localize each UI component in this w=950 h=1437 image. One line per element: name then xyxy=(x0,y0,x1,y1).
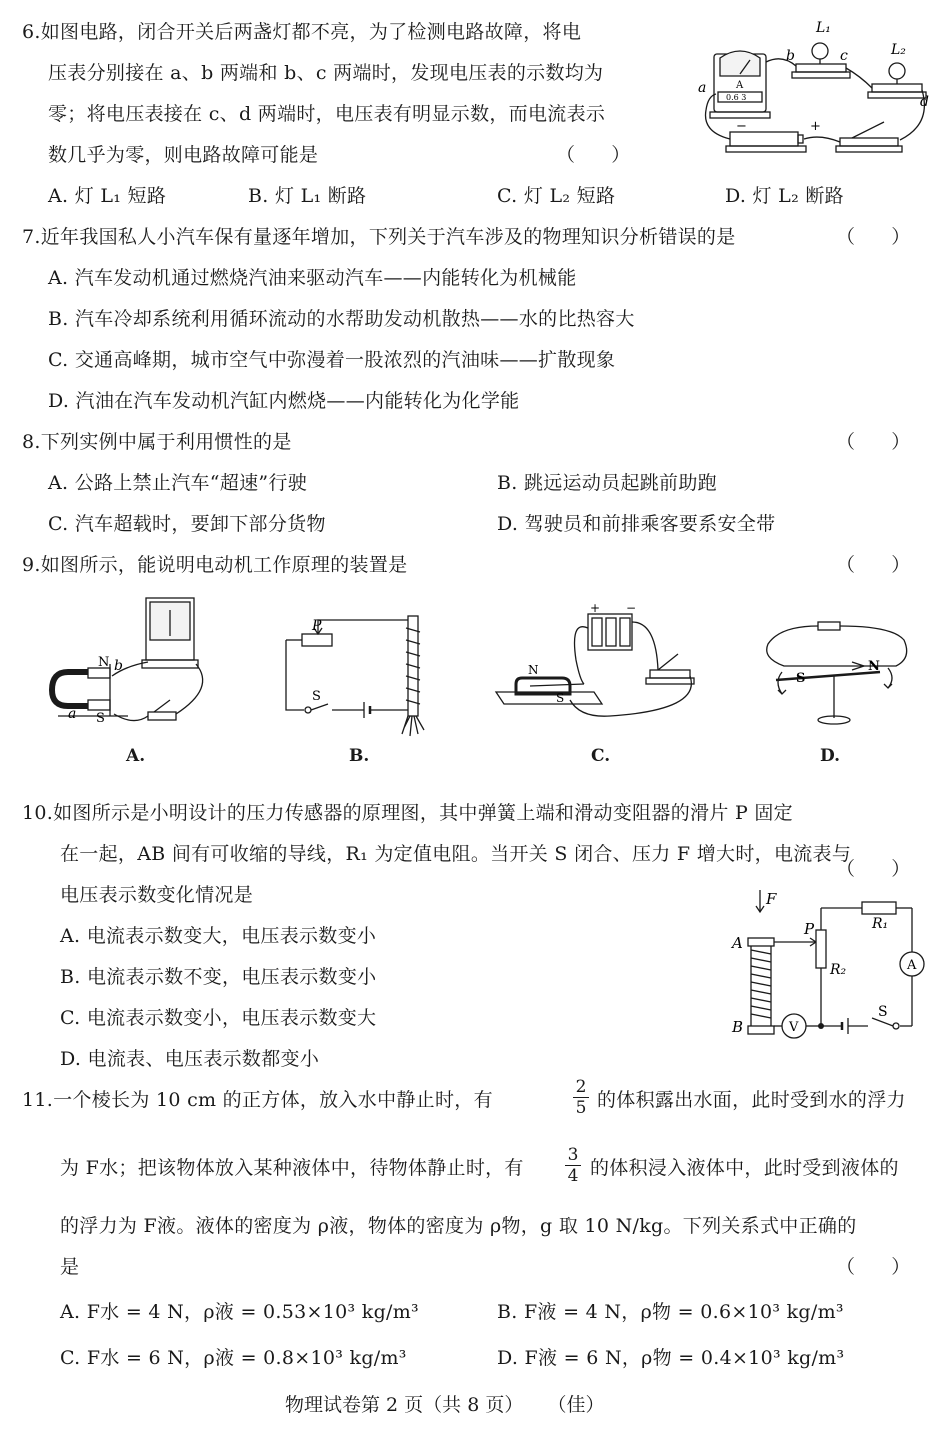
q11-option-c: C. F水 = 6 N，ρ液 = 0.8×10³ kg/m³ xyxy=(60,1347,407,1369)
page-footer: 物理试卷第 2 页（共 8 页） （佳） xyxy=(285,1394,605,1416)
q6-option-c: C. 灯 L₂ 短路 xyxy=(497,185,616,207)
q10-option-c: C. 电流表示数变小，电压表示数变大 xyxy=(60,1007,377,1029)
q11-answer-paren: （ ） xyxy=(836,1256,911,1278)
q9-figure-c xyxy=(490,600,705,730)
q9d-label-s: S xyxy=(796,671,806,686)
q7-answer-paren: （ ） xyxy=(836,226,911,248)
q8-answer-paren: （ ） xyxy=(836,431,911,453)
q10-label-r1: R₁ xyxy=(872,916,889,932)
q6-label-d: d xyxy=(920,94,929,110)
q11-frac2-den: 4 xyxy=(567,1166,579,1186)
q11-fraction-1 xyxy=(570,1077,592,1118)
q10-sensor-circuit xyxy=(722,888,940,1048)
q9a-label-a: a xyxy=(68,706,77,722)
q11-line-1-post: 的体积露出水面，此时受到水的浮力 xyxy=(597,1089,906,1111)
q6-option-a: A. 灯 L₁ 短路 xyxy=(48,185,167,207)
q9d-label-n: N xyxy=(868,659,880,674)
q11-line-2-post: 的体积浸入液体中，此时受到液体的 xyxy=(590,1157,899,1179)
q8-option-d: D. 驾驶员和前排乘客要系安全带 xyxy=(497,513,776,535)
q10-meter-a: A xyxy=(907,958,917,973)
q6-label-c: c xyxy=(840,48,848,64)
q7-option-d: D. 汽油在汽车发动机汽缸内燃烧——内能转化为化学能 xyxy=(48,390,520,412)
q11-line-3: 的浮力为 F液。液体的密度为 ρ液，物体的密度为 ρ物，g 取 10 N/kg。下列关系式中正确的 xyxy=(60,1215,857,1237)
q10-option-d: D. 电流表、电压表示数都变小 xyxy=(60,1048,320,1070)
q8-stem: 8.下列实例中属于利用惯性的是 xyxy=(22,431,292,453)
q9a-label-n: N xyxy=(98,655,110,670)
q9-figure-a xyxy=(48,594,218,739)
q11-line-1-pre: 11.一个棱长为 10 cm 的正方体，放入水中静止时，有 xyxy=(22,1089,493,1111)
q9-stem: 9.如图所示，能说明电动机工作原理的装置是 xyxy=(22,554,408,576)
q6-label-plus: + xyxy=(810,119,821,134)
q7-stem: 7.近年我国私人小汽车保有量逐年增加，下列关于汽车涉及的物理知识分析错误的是 xyxy=(22,226,736,248)
q11-line-4: 是 xyxy=(60,1256,80,1278)
q9a-label-b: b xyxy=(114,658,123,674)
q9b-label-s: S xyxy=(312,689,321,704)
q10-label-r2: R₂ xyxy=(830,962,847,978)
q10-label-p: P xyxy=(804,920,815,938)
q8-option-c: C. 汽车超载时，要卸下部分货物 xyxy=(48,513,326,535)
q6-label-a: a xyxy=(698,80,707,96)
q9-caption-a: A. xyxy=(126,746,146,766)
q10-stem-line-2: 在一起，AB 间有可收缩的导线，R₁ 为定值电阻。当开关 S 闭合、压力 F 增大时，电流表与 xyxy=(60,843,852,865)
q11-option-a: A. F水 = 4 N，ρ液 = 0.53×10³ kg/m³ xyxy=(60,1301,419,1323)
q11-option-b: B. F液 = 4 N，ρ物 = 0.6×10³ kg/m³ xyxy=(497,1301,844,1323)
q7-option-b: B. 汽车冷却系统利用循环流动的水帮助发动机散热——水的比热容大 xyxy=(48,308,635,330)
q6-label-l2: L₂ xyxy=(891,42,906,58)
q9c-label-minus: − xyxy=(626,601,637,615)
q6-stem-line-4: 数几乎为零，则电路故障可能是 xyxy=(48,144,319,166)
q9c-label-plus: + xyxy=(590,601,601,615)
q6-meter-a: A xyxy=(736,80,744,91)
q9b-label-p: P xyxy=(312,618,322,634)
q9-caption-b: B. xyxy=(349,746,370,766)
q11-line-2-pre: 为 F水；把该物体放入某种液体中，待物体静止时，有 xyxy=(60,1157,524,1179)
q11-frac1-den: 5 xyxy=(575,1098,587,1118)
q11-frac1-num: 2 xyxy=(575,1077,587,1097)
q9c-label-s: S xyxy=(556,691,565,705)
q9-caption-d: D. xyxy=(820,746,841,766)
q9-answer-paren: （ ） xyxy=(836,554,911,576)
q6-answer-paren: （ ） xyxy=(556,144,631,166)
q8-option-a: A. 公路上禁止汽车“超速”行驶 xyxy=(48,472,308,494)
q6-meter-scale: 0.6 3 xyxy=(726,93,747,102)
q8-option-b: B. 跳远运动员起跳前助跑 xyxy=(497,472,717,494)
q9a-label-s: S xyxy=(96,711,105,726)
q7-option-c: C. 交通高峰期，城市空气中弥漫着一股浓烈的汽油味——扩散现象 xyxy=(48,349,616,371)
q10-label-b: B xyxy=(732,1018,744,1036)
q9-figure-d xyxy=(760,612,920,737)
q11-option-d: D. F液 = 6 N，ρ物 = 0.4×10³ kg/m³ xyxy=(497,1347,845,1369)
q6-circuit-figure xyxy=(692,14,937,164)
q10-stem-line-1: 10.如图所示是小明设计的压力传感器的原理图，其中弹簧上端和滑动变阻器的滑片 P 固定 xyxy=(22,802,793,824)
q6-option-b: B. 灯 L₁ 断路 xyxy=(248,185,367,207)
q6-label-b: b xyxy=(786,48,795,64)
q6-label-l1: L₁ xyxy=(816,20,831,36)
q10-label-s: S xyxy=(878,1004,888,1020)
q9-figure-b xyxy=(278,612,438,742)
q7-option-a: A. 汽车发动机通过燃烧汽油来驱动汽车——内能转化为机械能 xyxy=(48,267,577,289)
q6-stem-line-1: 6.如图电路，闭合开关后两盏灯都不亮，为了检测电路故障，将电 xyxy=(22,21,582,43)
q6-option-d: D. 灯 L₂ 断路 xyxy=(725,185,844,207)
q6-stem-line-2: 压表分别接在 a、b 两端和 b、c 两端时，发现电压表的示数均为 xyxy=(48,62,604,84)
q10-meter-v: V xyxy=(789,1020,799,1035)
q6-stem-line-3: 零；将电压表接在 c、d 两端时，电压表有明显示数，而电流表示 xyxy=(48,103,606,125)
q6-label-minus: − xyxy=(736,119,747,134)
q10-label-a: A xyxy=(732,934,743,952)
q11-fraction-2 xyxy=(562,1145,584,1186)
q10-answer-paren: （ ） xyxy=(836,858,911,880)
q11-frac2-num: 3 xyxy=(567,1145,579,1165)
q10-stem-line-3: 电压表示数变化情况是 xyxy=(60,884,254,906)
q10-option-b: B. 电流表示数不变，电压表示数变小 xyxy=(60,966,377,988)
q10-option-a: A. 电流表示数变大，电压表示数变小 xyxy=(60,925,377,947)
q9-caption-c: C. xyxy=(591,746,611,766)
q10-label-f: F xyxy=(766,890,777,908)
q9c-label-n: N xyxy=(528,663,539,677)
